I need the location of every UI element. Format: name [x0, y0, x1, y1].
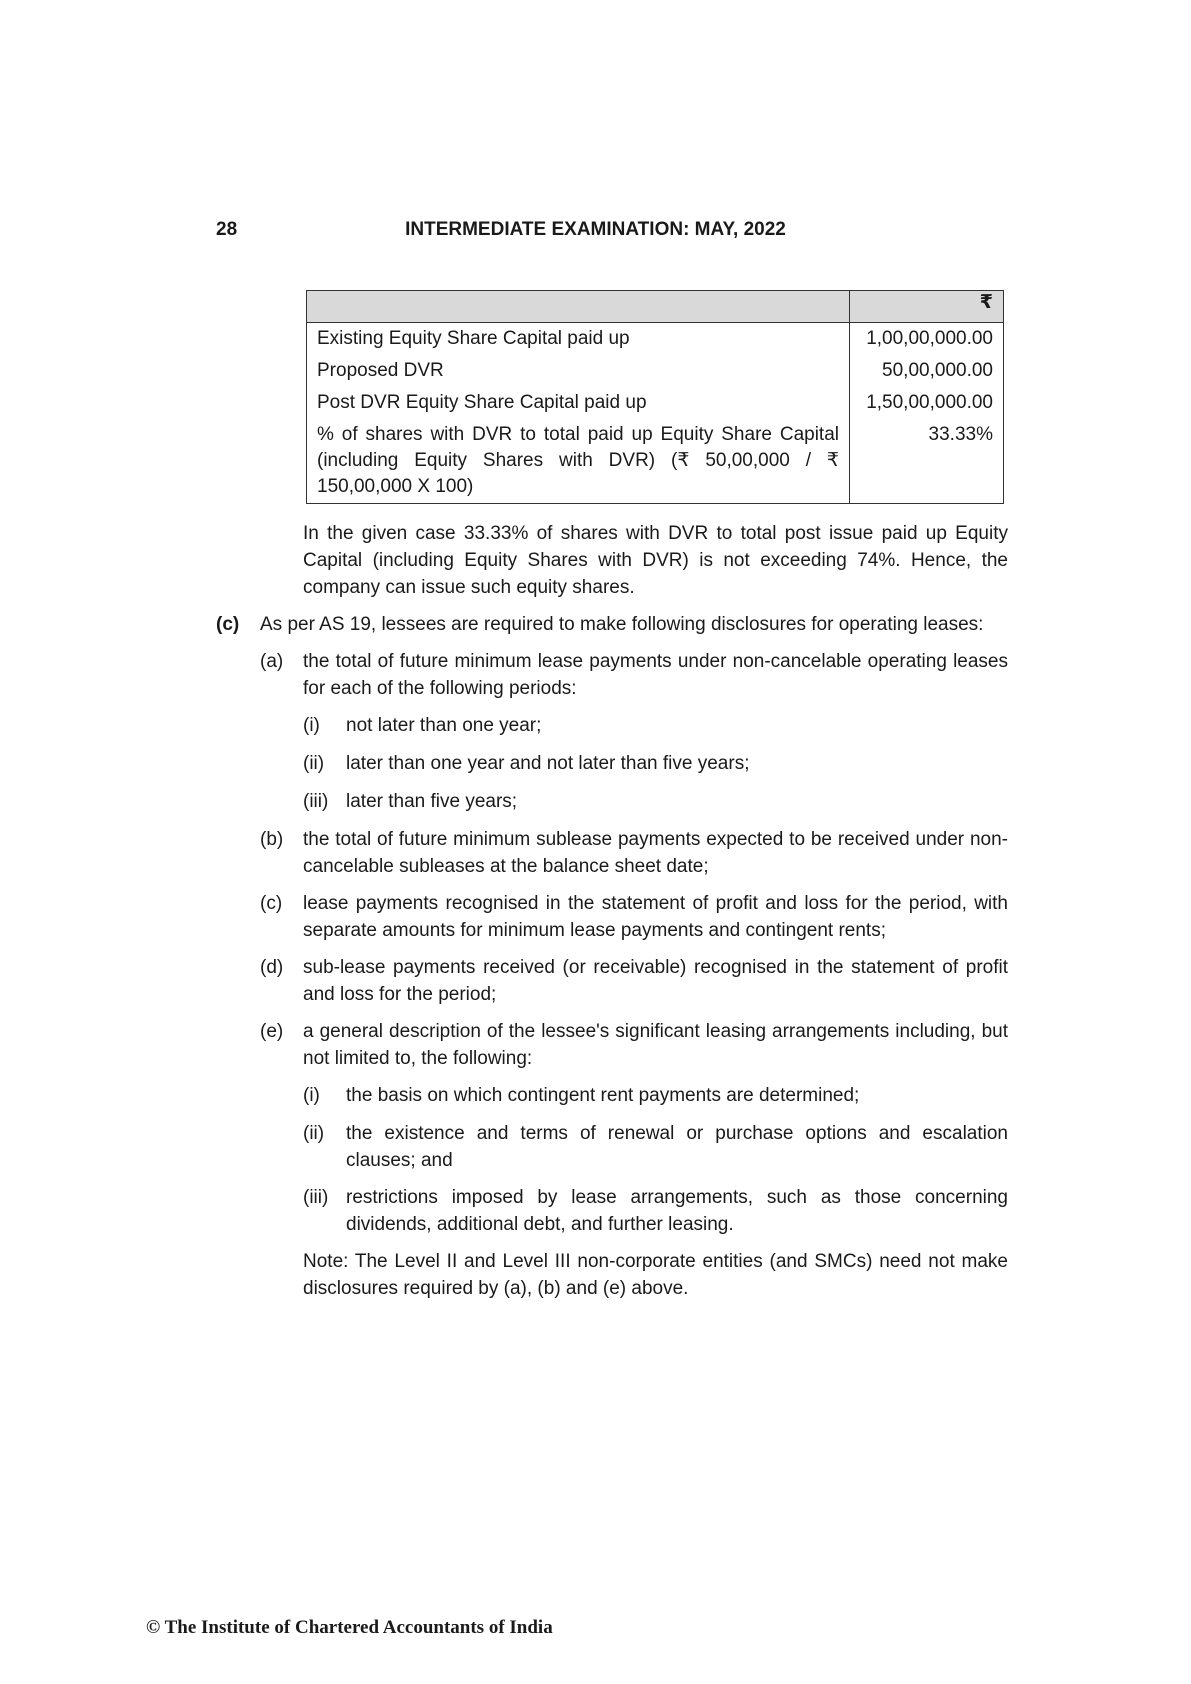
item-label: (e) [260, 1021, 284, 1042]
subitem-label: (iii) [303, 791, 329, 812]
item-text: sub-lease payments received (or receivable) recognised in the statement of profit and loss for the period; [303, 957, 1008, 1005]
row-amount: 50,00,000.00 [850, 355, 1004, 387]
subitem-label: (i) [303, 715, 320, 736]
table-row [307, 419, 1004, 504]
dvr-calculation-table [306, 290, 1004, 504]
page-title: INTERMEDIATE EXAMINATION: MAY, 2022 [405, 219, 786, 240]
subitem-label: (ii) [303, 753, 325, 774]
subitem-text: later than five years; [346, 791, 518, 812]
table-row [307, 387, 1004, 419]
subitem-text: restrictions imposed by lease arrangements, such as those concerning dividends, additional debt, and further leasing. [346, 1187, 1008, 1235]
row-description: Proposed DVR [307, 355, 850, 387]
subitem-label: (ii) [303, 1123, 325, 1144]
page-number: 28 [216, 219, 238, 240]
item-text: lease payments recognised in the statement of profit and loss for the period, with separate amounts for minimum lease payments and contingent rents; [303, 893, 1008, 941]
table-header-row [307, 291, 1004, 323]
item-label: (d) [260, 957, 284, 978]
row-amount: 1,00,00,000.00 [850, 323, 1004, 356]
table-row [307, 323, 1004, 356]
subitem-text: the basis on which contingent rent payments are determined; [346, 1085, 860, 1106]
section-intro: As per AS 19, lessees are required to make following disclosures for operating leases: [260, 614, 984, 635]
note-paragraph: Note: The Level II and Level III non-corporate entities (and SMCs) need not make disclosures required by (a), (b) and (e) above. [303, 1251, 1008, 1299]
subitem-text: later than one year and not later than five years; [346, 753, 750, 774]
currency-header: ₹ [850, 291, 1004, 323]
row-description: Post DVR Equity Share Capital paid up [307, 387, 850, 419]
item-text: the total of future minimum lease payments under non-cancelable operating leases for each of the following periods: [303, 651, 1008, 699]
row-description: % of shares with DVR to total paid up Equity Share Capital (including Equity Shares with DVR) (₹ 50,00,000 / ₹ 150,00,000 X 100) [307, 419, 850, 504]
table-header-blank [307, 291, 850, 323]
section-label: (c) [216, 614, 240, 635]
row-amount: 33.33% [850, 419, 1004, 504]
subitem-label: (i) [303, 1085, 320, 1106]
subitem-text: not later than one year; [346, 715, 542, 736]
subitem-text: the existence and terms of renewal or purchase options and escalation clauses; and [346, 1123, 1008, 1171]
row-amount: 1,50,00,000.00 [850, 387, 1004, 419]
table-row [307, 355, 1004, 387]
conclusion-paragraph: In the given case 33.33% of shares with DVR to total post issue paid up Equity Capital (including Equity Shares with DVR) is not exceeding 74%. Hence, the company can issue such equity shares. [303, 523, 1008, 598]
item-label: (a) [260, 651, 284, 672]
item-label: (b) [260, 829, 284, 850]
item-text: a general description of the lessee's significant leasing arrangements including, but not limited to, the following: [303, 1021, 1008, 1069]
subitem-label: (iii) [303, 1187, 329, 1208]
row-description: Existing Equity Share Capital paid up [307, 323, 850, 356]
item-label: (c) [260, 893, 283, 914]
item-text: the total of future minimum sublease payments expected to be received under non-cancelable subleases at the balance sheet date; [303, 829, 1008, 877]
footer-copyright: © The Institute of Chartered Accountants of India [146, 1617, 553, 1638]
